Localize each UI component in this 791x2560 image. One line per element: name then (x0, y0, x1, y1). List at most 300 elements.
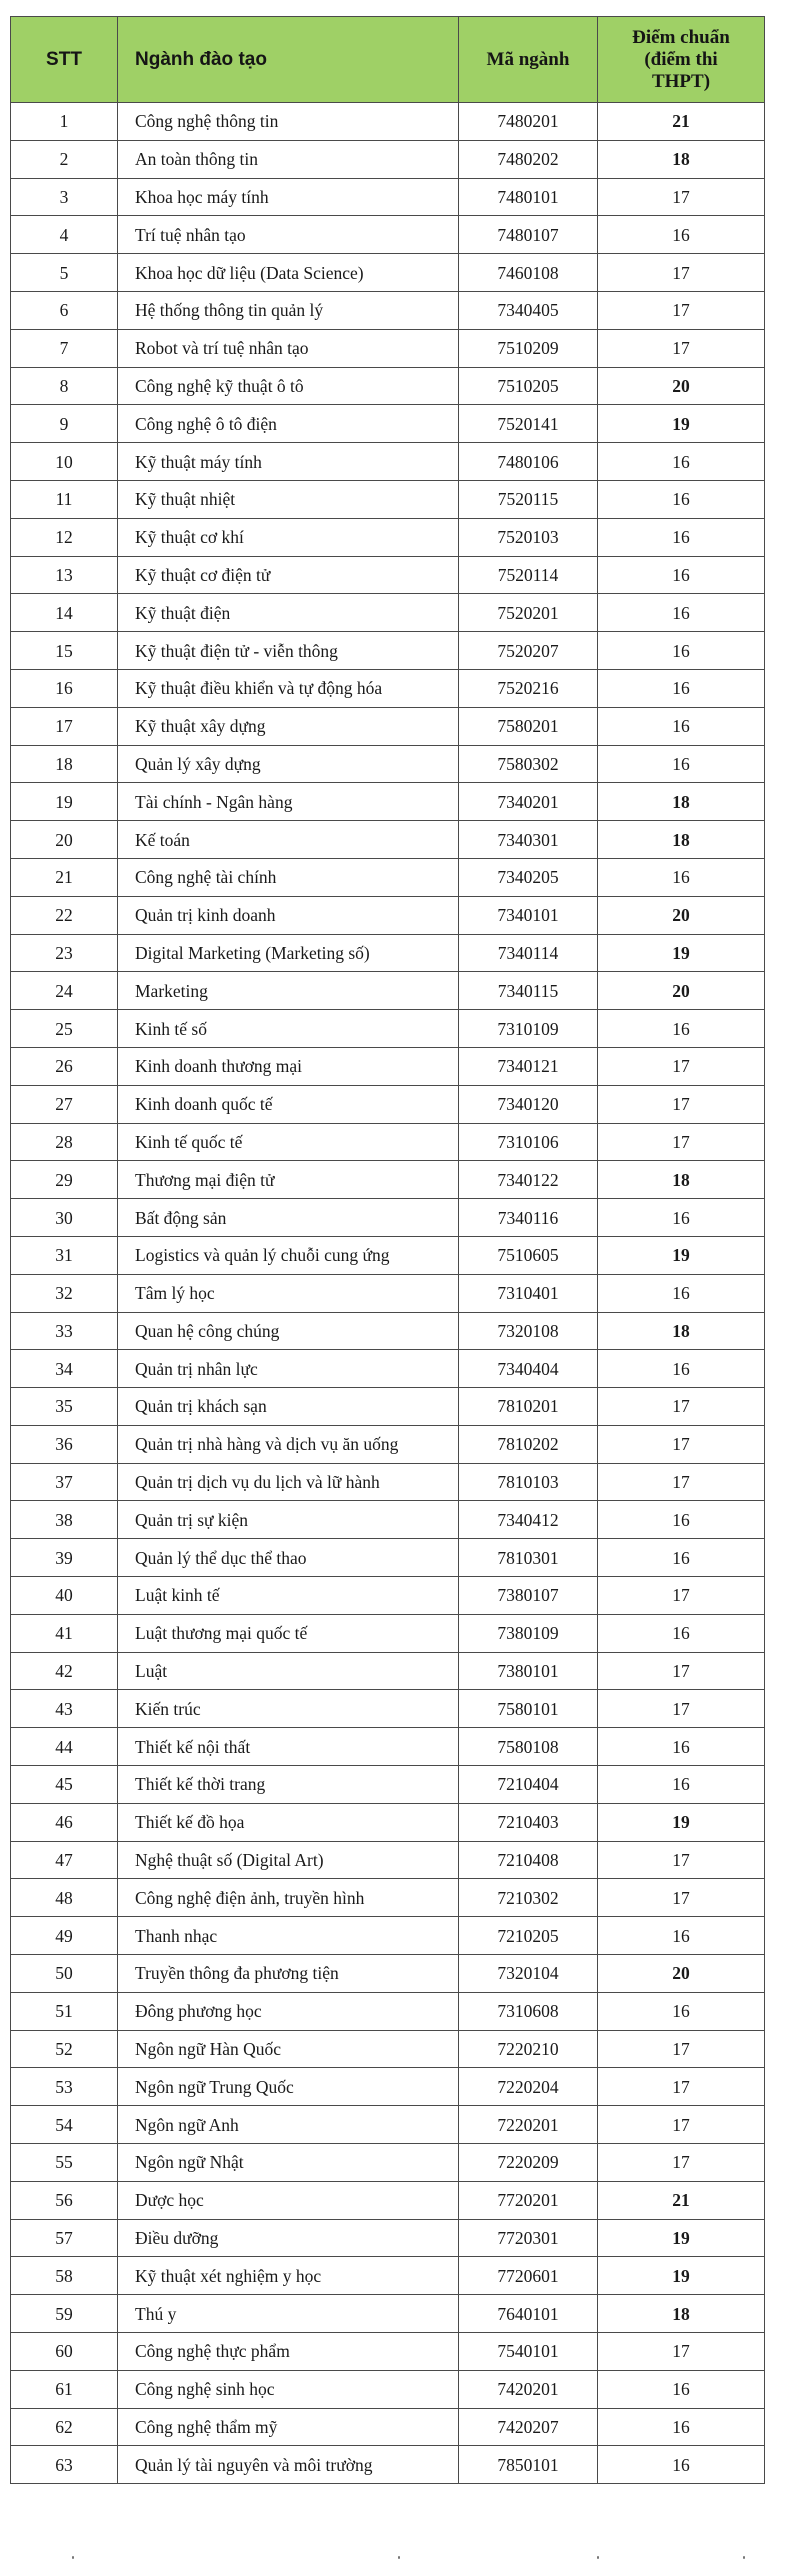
cell-program-code: 7310608 (459, 1992, 598, 2030)
table-header (11, 17, 765, 103)
cell-cutoff-score: 17 (598, 1577, 765, 1615)
cell-program-code: 7640101 (459, 2295, 598, 2333)
cell-program-name: Trí tuệ nhân tạo (118, 216, 459, 254)
cell-program-code: 7480107 (459, 216, 598, 254)
cell-cutoff-score: 16 (598, 556, 765, 594)
header-row (11, 17, 765, 103)
table-row (11, 1312, 765, 1350)
cell-program-name: Logistics và quản lý chuỗi cung ứng (118, 1236, 459, 1274)
header-cutoff-score-line1: Điểm chuẩn (632, 26, 730, 48)
table-row (11, 254, 765, 292)
cell-program-name: Quan hệ công chúng (118, 1312, 459, 1350)
cell-program-name: An toàn thông tin (118, 140, 459, 178)
table-row (11, 103, 765, 141)
cell-program-name: Kỹ thuật điện (118, 594, 459, 632)
table-row (11, 291, 765, 329)
table-row (11, 1236, 765, 1274)
table-row (11, 1728, 765, 1766)
cell-program-name: Kỹ thuật xây dựng (118, 707, 459, 745)
cell-program-code: 7510209 (459, 329, 598, 367)
cell-program-code: 7220209 (459, 2144, 598, 2182)
cell-stt: 23 (11, 934, 118, 972)
table-row (11, 783, 765, 821)
table-row (11, 1539, 765, 1577)
cell-program-name: Luật kinh tế (118, 1577, 459, 1615)
table-body (11, 103, 765, 2484)
cell-program-code: 7480201 (459, 103, 598, 141)
table-row (11, 1614, 765, 1652)
cell-stt: 30 (11, 1199, 118, 1237)
cell-program-code: 7810201 (459, 1388, 598, 1426)
cell-stt: 32 (11, 1274, 118, 1312)
cell-program-name: Công nghệ thực phẩm (118, 2333, 459, 2371)
cell-program-name: Công nghệ ô tô điện (118, 405, 459, 443)
table-row (11, 178, 765, 216)
cell-program-name: Quản trị kinh doanh (118, 896, 459, 934)
admission-scores-table (10, 16, 765, 2484)
cell-cutoff-score: 17 (598, 291, 765, 329)
cell-program-name: Ngôn ngữ Anh (118, 2106, 459, 2144)
cell-cutoff-score: 16 (598, 216, 765, 254)
cell-cutoff-score: 17 (598, 2030, 765, 2068)
cell-stt: 12 (11, 518, 118, 556)
cell-cutoff-score: 16 (598, 1274, 765, 1312)
cell-stt: 5 (11, 254, 118, 292)
cell-stt: 8 (11, 367, 118, 405)
cell-program-name: Thanh nhạc (118, 1917, 459, 1955)
cell-cutoff-score: 19 (598, 934, 765, 972)
cell-cutoff-score: 16 (598, 480, 765, 518)
cell-program-code: 7510205 (459, 367, 598, 405)
table-row (11, 216, 765, 254)
cell-program-code: 7520103 (459, 518, 598, 556)
cell-stt: 13 (11, 556, 118, 594)
cell-program-name: Thiết kế thời trang (118, 1766, 459, 1804)
cell-program-code: 7810301 (459, 1539, 598, 1577)
table-row (11, 1917, 765, 1955)
cell-cutoff-score: 19 (598, 2257, 765, 2295)
table-row (11, 1274, 765, 1312)
cell-program-code: 7420201 (459, 2370, 598, 2408)
cell-program-name: Thiết kế đồ họa (118, 1803, 459, 1841)
table-row (11, 707, 765, 745)
cell-stt: 42 (11, 1652, 118, 1690)
cell-program-name: Công nghệ sinh học (118, 2370, 459, 2408)
cell-cutoff-score: 20 (598, 972, 765, 1010)
cell-program-name: Công nghệ thông tin (118, 103, 459, 141)
cell-program-code: 7340122 (459, 1161, 598, 1199)
cell-program-name: Công nghệ điện ảnh, truyền hình (118, 1879, 459, 1917)
cell-program-name: Kinh doanh quốc tế (118, 1085, 459, 1123)
cell-cutoff-score: 20 (598, 1955, 765, 1993)
cell-program-code: 7220204 (459, 2068, 598, 2106)
cell-program-code: 7720601 (459, 2257, 598, 2295)
cell-program-code: 7810202 (459, 1425, 598, 1463)
cell-cutoff-score: 16 (598, 594, 765, 632)
table-row (11, 972, 765, 1010)
cell-cutoff-score: 17 (598, 2068, 765, 2106)
table-row (11, 443, 765, 481)
cell-program-name: Đông phương học (118, 1992, 459, 2030)
cell-program-name: Robot và trí tuệ nhân tạo (118, 329, 459, 367)
cell-cutoff-score: 18 (598, 1312, 765, 1350)
cell-program-name: Kỹ thuật nhiệt (118, 480, 459, 518)
cell-cutoff-score: 16 (598, 1766, 765, 1804)
cell-cutoff-score: 18 (598, 2295, 765, 2333)
cell-program-code: 7340116 (459, 1199, 598, 1237)
cell-program-code: 7480202 (459, 140, 598, 178)
cell-program-name: Tâm lý học (118, 1274, 459, 1312)
cell-cutoff-score: 18 (598, 140, 765, 178)
table-row (11, 1690, 765, 1728)
table-row (11, 2106, 765, 2144)
cell-stt: 52 (11, 2030, 118, 2068)
cell-program-code: 7210403 (459, 1803, 598, 1841)
cell-program-code: 7220210 (459, 2030, 598, 2068)
cell-stt: 38 (11, 1501, 118, 1539)
table-row (11, 367, 765, 405)
cell-program-code: 7520114 (459, 556, 598, 594)
table-row (11, 1652, 765, 1690)
cell-program-code: 7510605 (459, 1236, 598, 1274)
cell-stt: 33 (11, 1312, 118, 1350)
cell-program-name: Kinh tế số (118, 1010, 459, 1048)
cell-stt: 2 (11, 140, 118, 178)
cell-program-code: 7380107 (459, 1577, 598, 1615)
table-row (11, 2144, 765, 2182)
cell-cutoff-score: 16 (598, 745, 765, 783)
cell-program-code: 7310401 (459, 1274, 598, 1312)
table-row (11, 669, 765, 707)
cell-program-name: Công nghệ tài chính (118, 858, 459, 896)
table-row (11, 1955, 765, 1993)
table-row (11, 2295, 765, 2333)
cell-stt: 15 (11, 632, 118, 670)
header-program-name: Ngành đào tạo (118, 17, 459, 103)
table-row (11, 518, 765, 556)
table-row (11, 896, 765, 934)
cell-cutoff-score: 16 (598, 1010, 765, 1048)
cell-program-code: 7460108 (459, 254, 598, 292)
cell-program-name: Truyền thông đa phương tiện (118, 1955, 459, 1993)
cell-stt: 41 (11, 1614, 118, 1652)
table-row (11, 1047, 765, 1085)
cell-cutoff-score: 17 (598, 1047, 765, 1085)
cell-cutoff-score: 16 (598, 669, 765, 707)
cell-program-name: Tài chính - Ngân hàng (118, 783, 459, 821)
cell-cutoff-score: 20 (598, 896, 765, 934)
cell-program-name: Kỹ thuật điện tử - viễn thông (118, 632, 459, 670)
cell-program-name: Thương mại điện tử (118, 1161, 459, 1199)
cell-program-name: Kỹ thuật cơ khí (118, 518, 459, 556)
cell-program-name: Ngôn ngữ Nhật (118, 2144, 459, 2182)
cell-program-code: 7340201 (459, 783, 598, 821)
table-row (11, 2030, 765, 2068)
cell-stt: 56 (11, 2181, 118, 2219)
cell-stt: 26 (11, 1047, 118, 1085)
cell-cutoff-score: 16 (598, 1992, 765, 2030)
cell-cutoff-score: 17 (598, 1652, 765, 1690)
cell-program-code: 7380109 (459, 1614, 598, 1652)
cell-program-code: 7340301 (459, 821, 598, 859)
cell-program-code: 7520141 (459, 405, 598, 443)
cell-stt: 24 (11, 972, 118, 1010)
table-row (11, 329, 765, 367)
cell-cutoff-score: 16 (598, 443, 765, 481)
cell-stt: 27 (11, 1085, 118, 1123)
cell-cutoff-score: 17 (598, 1690, 765, 1728)
admission-scores-table-container (10, 16, 764, 2484)
cell-program-code: 7210408 (459, 1841, 598, 1879)
table-row (11, 556, 765, 594)
cell-stt: 61 (11, 2370, 118, 2408)
table-row (11, 745, 765, 783)
cell-stt: 1 (11, 103, 118, 141)
cell-cutoff-score: 16 (598, 1917, 765, 1955)
cell-cutoff-score: 16 (598, 632, 765, 670)
cell-program-code: 7580302 (459, 745, 598, 783)
cell-program-code: 7340404 (459, 1350, 598, 1388)
cell-stt: 36 (11, 1425, 118, 1463)
cell-cutoff-score: 17 (598, 1841, 765, 1879)
cell-program-code: 7520207 (459, 632, 598, 670)
cell-program-code: 7340120 (459, 1085, 598, 1123)
cell-program-code: 7320104 (459, 1955, 598, 1993)
table-row (11, 1501, 765, 1539)
cell-stt: 20 (11, 821, 118, 859)
cell-program-code: 7340412 (459, 1501, 598, 1539)
diacritic-mark (743, 2556, 745, 2559)
cell-program-code: 7340205 (459, 858, 598, 896)
cell-program-name: Kiến trúc (118, 1690, 459, 1728)
table-row (11, 1879, 765, 1917)
cell-program-name: Công nghệ kỹ thuật ô tô (118, 367, 459, 405)
cell-stt: 37 (11, 1463, 118, 1501)
cell-program-name: Luật (118, 1652, 459, 1690)
cell-stt: 54 (11, 2106, 118, 2144)
table-row (11, 2068, 765, 2106)
cell-program-name: Bất động sản (118, 1199, 459, 1237)
cell-stt: 55 (11, 2144, 118, 2182)
cell-stt: 53 (11, 2068, 118, 2106)
cell-cutoff-score: 17 (598, 254, 765, 292)
cell-program-name: Dược học (118, 2181, 459, 2219)
cell-program-code: 7340114 (459, 934, 598, 972)
cell-program-code: 7310109 (459, 1010, 598, 1048)
cell-cutoff-score: 17 (598, 1425, 765, 1463)
header-cutoff-score-line3: THPT) (651, 70, 711, 92)
cell-stt: 31 (11, 1236, 118, 1274)
cell-program-name: Quản lý tài nguyên và môi trường (118, 2446, 459, 2484)
cell-stt: 39 (11, 1539, 118, 1577)
cell-cutoff-score: 17 (598, 1085, 765, 1123)
cell-program-name: Công nghệ thẩm mỹ (118, 2408, 459, 2446)
cell-program-name: Marketing (118, 972, 459, 1010)
cell-cutoff-score: 16 (598, 1728, 765, 1766)
table-row (11, 1841, 765, 1879)
cell-program-code: 7520201 (459, 594, 598, 632)
table-row (11, 934, 765, 972)
cell-program-code: 7340115 (459, 972, 598, 1010)
cell-stt: 10 (11, 443, 118, 481)
cell-program-code: 7340101 (459, 896, 598, 934)
cell-stt: 57 (11, 2219, 118, 2257)
table-row (11, 1199, 765, 1237)
cell-cutoff-score: 16 (598, 2446, 765, 2484)
cell-cutoff-score: 16 (598, 1539, 765, 1577)
cell-program-code: 7850101 (459, 2446, 598, 2484)
cell-stt: 44 (11, 1728, 118, 1766)
table-row (11, 2333, 765, 2371)
cell-program-name: Quản trị dịch vụ du lịch và lữ hành (118, 1463, 459, 1501)
cell-program-code: 7340405 (459, 291, 598, 329)
cell-program-code: 7320108 (459, 1312, 598, 1350)
table-row (11, 2446, 765, 2484)
cell-cutoff-score: 16 (598, 2408, 765, 2446)
cell-cutoff-score: 17 (598, 1463, 765, 1501)
cell-stt: 48 (11, 1879, 118, 1917)
cell-stt: 60 (11, 2333, 118, 2371)
table-row (11, 2257, 765, 2295)
cell-stt: 40 (11, 1577, 118, 1615)
cell-program-name: Hệ thống thông tin quản lý (118, 291, 459, 329)
cell-program-name: Quản trị nhân lực (118, 1350, 459, 1388)
table-row (11, 1161, 765, 1199)
header-stt: STT (11, 17, 118, 103)
cell-program-code: 7480101 (459, 178, 598, 216)
cell-program-name: Kinh tế quốc tế (118, 1123, 459, 1161)
cell-program-name: Nghệ thuật số (Digital Art) (118, 1841, 459, 1879)
table-row (11, 2219, 765, 2257)
diacritic-mark (597, 2556, 599, 2559)
table-row (11, 1577, 765, 1615)
cell-stt: 49 (11, 1917, 118, 1955)
cell-program-code: 7420207 (459, 2408, 598, 2446)
cell-stt: 58 (11, 2257, 118, 2295)
cell-program-code: 7210404 (459, 1766, 598, 1804)
cell-cutoff-score: 18 (598, 1161, 765, 1199)
cell-program-code: 7210302 (459, 1879, 598, 1917)
cell-cutoff-score: 16 (598, 1614, 765, 1652)
cell-cutoff-score: 17 (598, 2106, 765, 2144)
cell-program-name: Thú y (118, 2295, 459, 2333)
cell-cutoff-score: 16 (598, 1350, 765, 1388)
table-row (11, 632, 765, 670)
cell-program-name: Kỹ thuật điều khiển và tự động hóa (118, 669, 459, 707)
cell-program-name: Điều dưỡng (118, 2219, 459, 2257)
cell-stt: 6 (11, 291, 118, 329)
cut-off-next-line-text (0, 2553, 791, 2560)
cell-program-name: Ngôn ngữ Hàn Quốc (118, 2030, 459, 2068)
cell-program-code: 7340121 (459, 1047, 598, 1085)
cell-cutoff-score: 17 (598, 2144, 765, 2182)
cell-stt: 43 (11, 1690, 118, 1728)
cell-cutoff-score: 17 (598, 178, 765, 216)
cell-stt: 9 (11, 405, 118, 443)
cell-stt: 22 (11, 896, 118, 934)
cell-program-name: Ngôn ngữ Trung Quốc (118, 2068, 459, 2106)
table-row (11, 1463, 765, 1501)
cell-cutoff-score: 19 (598, 405, 765, 443)
cell-program-name: Thiết kế nội thất (118, 1728, 459, 1766)
cell-cutoff-score: 17 (598, 1123, 765, 1161)
cell-cutoff-score: 16 (598, 1199, 765, 1237)
table-row (11, 140, 765, 178)
cell-program-code: 7720201 (459, 2181, 598, 2219)
table-row (11, 1350, 765, 1388)
cell-program-name: Quản trị nhà hàng và dịch vụ ăn uống (118, 1425, 459, 1463)
cell-program-name: Kế toán (118, 821, 459, 859)
cell-cutoff-score: 16 (598, 858, 765, 896)
cell-program-name: Quản trị khách sạn (118, 1388, 459, 1426)
cell-stt: 11 (11, 480, 118, 518)
cell-stt: 50 (11, 1955, 118, 1993)
header-program-code: Mã ngành (459, 17, 598, 103)
cell-stt: 47 (11, 1841, 118, 1879)
cell-program-code: 7520115 (459, 480, 598, 518)
cell-stt: 63 (11, 2446, 118, 2484)
table-row (11, 2408, 765, 2446)
table-row (11, 1992, 765, 2030)
cell-cutoff-score: 17 (598, 2333, 765, 2371)
cell-program-code: 7720301 (459, 2219, 598, 2257)
cell-program-name: Luật thương mại quốc tế (118, 1614, 459, 1652)
cell-cutoff-score: 17 (598, 1388, 765, 1426)
cell-cutoff-score: 21 (598, 103, 765, 141)
table-row (11, 405, 765, 443)
cell-cutoff-score: 17 (598, 1879, 765, 1917)
cell-program-code: 7580201 (459, 707, 598, 745)
cell-stt: 45 (11, 1766, 118, 1804)
table-row (11, 1010, 765, 1048)
header-cutoff-score (598, 17, 765, 103)
cell-program-name: Digital Marketing (Marketing số) (118, 934, 459, 972)
table-row (11, 1388, 765, 1426)
cell-stt: 21 (11, 858, 118, 896)
table-row (11, 2181, 765, 2219)
table-row (11, 1085, 765, 1123)
cell-stt: 35 (11, 1388, 118, 1426)
table-row (11, 480, 765, 518)
cell-stt: 29 (11, 1161, 118, 1199)
table-row (11, 1803, 765, 1841)
cell-stt: 59 (11, 2295, 118, 2333)
cell-cutoff-score: 18 (598, 821, 765, 859)
cell-program-code: 7540101 (459, 2333, 598, 2371)
cell-stt: 51 (11, 1992, 118, 2030)
cell-cutoff-score: 19 (598, 2219, 765, 2257)
cell-stt: 16 (11, 669, 118, 707)
cell-stt: 62 (11, 2408, 118, 2446)
cell-stt: 14 (11, 594, 118, 632)
table-row (11, 1425, 765, 1463)
cell-stt: 25 (11, 1010, 118, 1048)
cell-stt: 18 (11, 745, 118, 783)
cell-program-code: 7810103 (459, 1463, 598, 1501)
cell-program-code: 7580108 (459, 1728, 598, 1766)
cell-program-name: Kỹ thuật máy tính (118, 443, 459, 481)
cell-program-name: Khoa học dữ liệu (Data Science) (118, 254, 459, 292)
cell-program-name: Quản lý thể dục thể thao (118, 1539, 459, 1577)
cell-program-name: Quản trị sự kiện (118, 1501, 459, 1539)
cell-cutoff-score: 16 (598, 518, 765, 556)
cell-stt: 7 (11, 329, 118, 367)
cell-program-code: 7380101 (459, 1652, 598, 1690)
cell-program-code: 7310106 (459, 1123, 598, 1161)
table-row (11, 1123, 765, 1161)
cell-program-code: 7220201 (459, 2106, 598, 2144)
cell-cutoff-score: 17 (598, 329, 765, 367)
